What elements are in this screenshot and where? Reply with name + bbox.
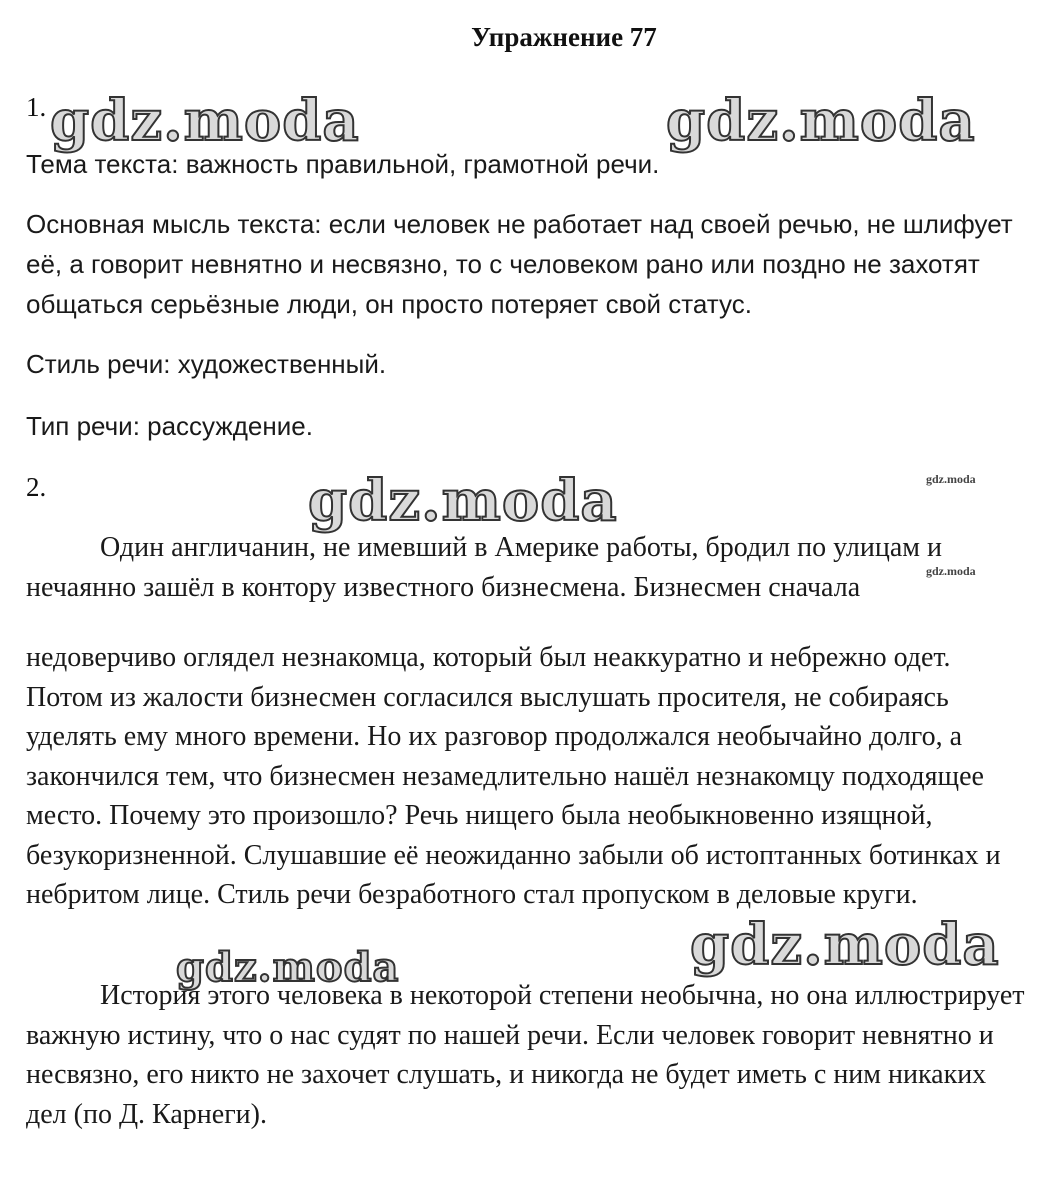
section-1-number: 1. [26,92,47,122]
text-type: Тип речи: рассуждение. [26,411,313,441]
exercise-title: Упражнение 77 [471,22,657,52]
text-paragraph-2: История этого человека в некоторой степени необычна, но она иллюстрирует важную истину, что о нас судят по нашей речи. Если человек говорит невнятно и несвязно, его никто не захочет слушать, и никогда не будет иметь с ним никаких дел (по Д. Карнеги). [26,980,1025,1130]
text-style: Стиль речи: художественный. [26,349,387,379]
watermark-logo: gdz.moda [308,468,618,534]
section-2-number: 2. [26,472,47,502]
text-main-idea: Основная мысль текста: если человек не работает над своей речью, не шлифует её, а говорит невнятно и несвязно, то с человеком рано или поздно не захотят общаться серьёзные люди, он просто потеряет свой статус. [26,209,1013,319]
watermark-logo: gdz.moda [926,472,976,486]
text-paragraph-1-start: Один англичанин, не имевший в Америке работы, бродил по улицам и нечаянно зашёл в контору известного бизнесмена. Бизнесмен сначала [26,532,942,603]
watermark-logo: gdz.moda [176,944,400,991]
watermark-logo: gdz.moda [50,88,360,154]
watermark-logo: gdz.moda [690,912,1000,978]
watermark-logo: gdz.moda [666,88,976,154]
text-topic: Тема текста: важность правильной, грамотной речи. [26,149,660,179]
watermark-logo: gdz.moda [926,564,976,578]
text-paragraph-1-continued: недоверчиво оглядел незнакомца, который был неаккуратно и небрежно одет. Потом из жалости бизнесмен согласился выслушать просителя, не собираясь уделять ему много времени. Но их разговор продолжался необычайно долго, а закончился тем, что бизнесмен незамедлительно нашёл незнакомцу подходящее место. Почему это произошло? Речь нищего была необыкновенно изящной, безукоризненной. Слушавшие её неожиданно забыли об истоптанных ботинках и небритом лице. Стиль речи безработного стал пропуском в деловые круги. [26,642,1001,910]
